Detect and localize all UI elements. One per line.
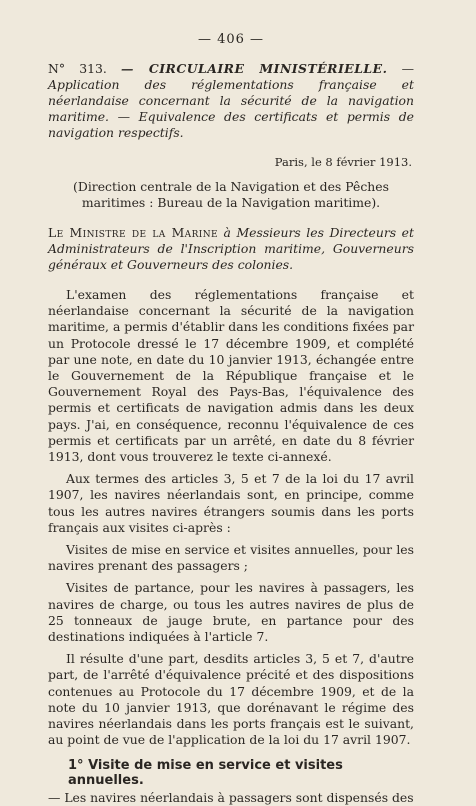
notice-heading — [48, 61, 414, 141]
notice-number: N° 313. — [48, 61, 107, 76]
paragraph: L'examen des réglementations française et néerlandaise concernant la sécurité de la navigation maritime, a permis d'établir dans les conditions fixées par un Protocole dressé le 17 décembre 1909, et complété par une note, en date du 10 janvier 1913, échangée entre le Gouvernement de la République française et le Gouvernement Royal des Pays-Bas, l'équivalence des permis et certificats de navigation admis dans les deux pays. J'ai, en conséquence, reconnu l'équivalence de ces permis et certificats par un arrêté, en date du 8 février 1913, dont vous trouverez le texte ci-annexé. — [48, 287, 414, 465]
notice-title: — CIRCULAIRE MINISTÉRIELLE. — [120, 61, 388, 76]
paragraph: Aux termes des articles 3, 5 et 7 de la loi du 17 avril 1907, les navires néerlandais sont, en principe, comme tous les autres navires étrangers soumis dans les ports français aux visites ci-après : — [48, 471, 414, 535]
address-sender: Le Ministre de la Marine — [48, 225, 218, 240]
paragraph-continuation: — Les navires néerlandais à passagers sont dispensés des — [48, 790, 414, 806]
address-line — [48, 225, 414, 273]
body-text — [48, 287, 414, 748]
address-recipients: à Messieurs les Directeurs et Administrateurs de l'Inscription maritime, Gouverneurs généraux et Gouverneurs des colonies. — [48, 225, 414, 272]
paragraph: Visites de partance, pour les navires à passagers, les navires de charge, ou tous les autres navires de plus de 25 tonneaux de jauge brute, en partance pour des destinations indiquées à l'article 7. — [48, 580, 414, 645]
paragraph: Il résulte d'une part, desdits articles 3, 5 et 7, d'autre part, de l'arrêté d'équivalence précité et des dispositions contenues au Protocole du 17 décembre 1909, et de la note du 10 janvier 1913, que dorénavant le régime des navires néerlandais dans les ports français est le suivant, au point de vue de l'application de la loi du 17 avril 1907. — [48, 651, 414, 748]
issuing-direction: (Direction centrale de la Navigation et des Pêches maritimes : Bureau de la Navigation maritime). — [73, 179, 389, 210]
paragraph: Visites de mise en service et visites annuelles, pour les navires prenant des passagers ; — [48, 542, 414, 574]
notice-date: Paris, le 8 février 1913. — [274, 155, 412, 169]
section-heading: 1° Visite de mise en service et visites annuelles. — [68, 758, 343, 789]
notice-subject: — Application des réglementations française et néerlandaise concernant la sécurité de la navigation maritime. — Equivalence des certificats et permis de navigation respectifs. — [48, 61, 414, 140]
page-number: — 406 — — [197, 32, 265, 47]
